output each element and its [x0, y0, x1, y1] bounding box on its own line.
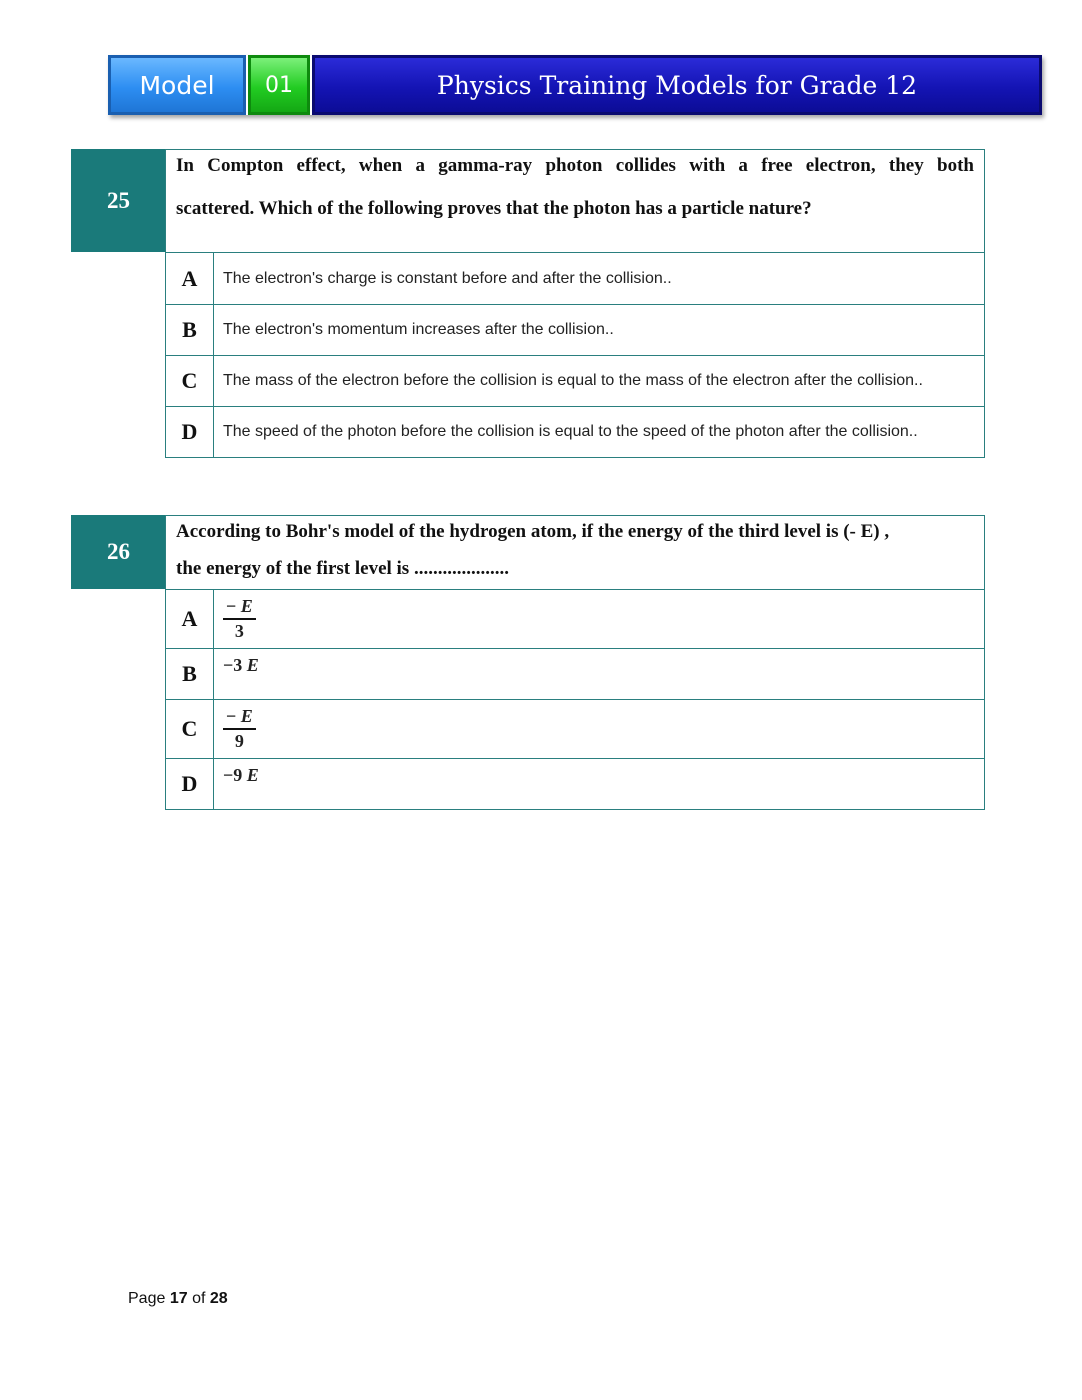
fraction: $\frac{- E}{9}$ [223, 706, 256, 752]
option-math: −9 E [214, 759, 985, 810]
option-text: The electron's charge is constant before and after the collision.. [214, 253, 985, 305]
fraction: $\frac{- E}{3}$ [223, 596, 256, 642]
option-letter: C [166, 700, 214, 759]
model-label: Model [108, 55, 246, 115]
question-text-line: In Compton effect, when a gamma-ray photon collides with a free electron, they both [176, 155, 974, 176]
option-letter: B [166, 305, 214, 356]
question-number-26: 26 [71, 515, 166, 589]
option-letter: D [166, 407, 214, 458]
page-current: 17 [169, 1290, 188, 1307]
page-title: Physics Training Models for Grade 12 [312, 55, 1042, 115]
option-row-d[interactable] [166, 759, 985, 810]
question-text-line: scattered. Which of the following proves that the photon has a particle nature? [176, 198, 812, 219]
question-text-26 [165, 515, 985, 590]
option-text: The electron's momentum increases after the collision.. [214, 305, 985, 356]
model-number: 01 [248, 55, 310, 115]
question-text-line: the energy of the first level is .................... [176, 558, 509, 579]
page-word: Page [128, 1290, 166, 1307]
option-math [214, 700, 985, 759]
question-number-25: 25 [71, 149, 166, 252]
option-row-a[interactable] [166, 253, 985, 305]
page-footer [128, 1290, 228, 1308]
option-row-c[interactable] [166, 700, 985, 759]
option-row-d[interactable] [166, 407, 985, 458]
option-letter: A [166, 590, 214, 649]
page-total: 28 [209, 1290, 228, 1307]
options-table-25 [165, 252, 985, 458]
option-text: The mass of the electron before the collision is equal to the mass of the electron after the collision.. [214, 356, 985, 407]
option-row-a[interactable] [166, 590, 985, 649]
option-row-b[interactable] [166, 305, 985, 356]
option-math: −3 E [214, 649, 985, 700]
option-letter: C [166, 356, 214, 407]
option-math [214, 590, 985, 649]
question-text-line: According to Bohr's model of the hydrogen atom, if the energy of the third level is (- E) , [176, 521, 890, 542]
options-table-26 [165, 589, 985, 810]
option-letter: A [166, 253, 214, 305]
header-banner [108, 55, 1042, 115]
option-letter: B [166, 649, 214, 700]
question-text-25 [165, 149, 985, 253]
option-row-b[interactable] [166, 649, 985, 700]
option-row-c[interactable] [166, 356, 985, 407]
option-letter: D [166, 759, 214, 810]
option-text: The speed of the photon before the collision is equal to the speed of the photon after the collision.. [214, 407, 985, 458]
of-word: of [192, 1290, 206, 1307]
